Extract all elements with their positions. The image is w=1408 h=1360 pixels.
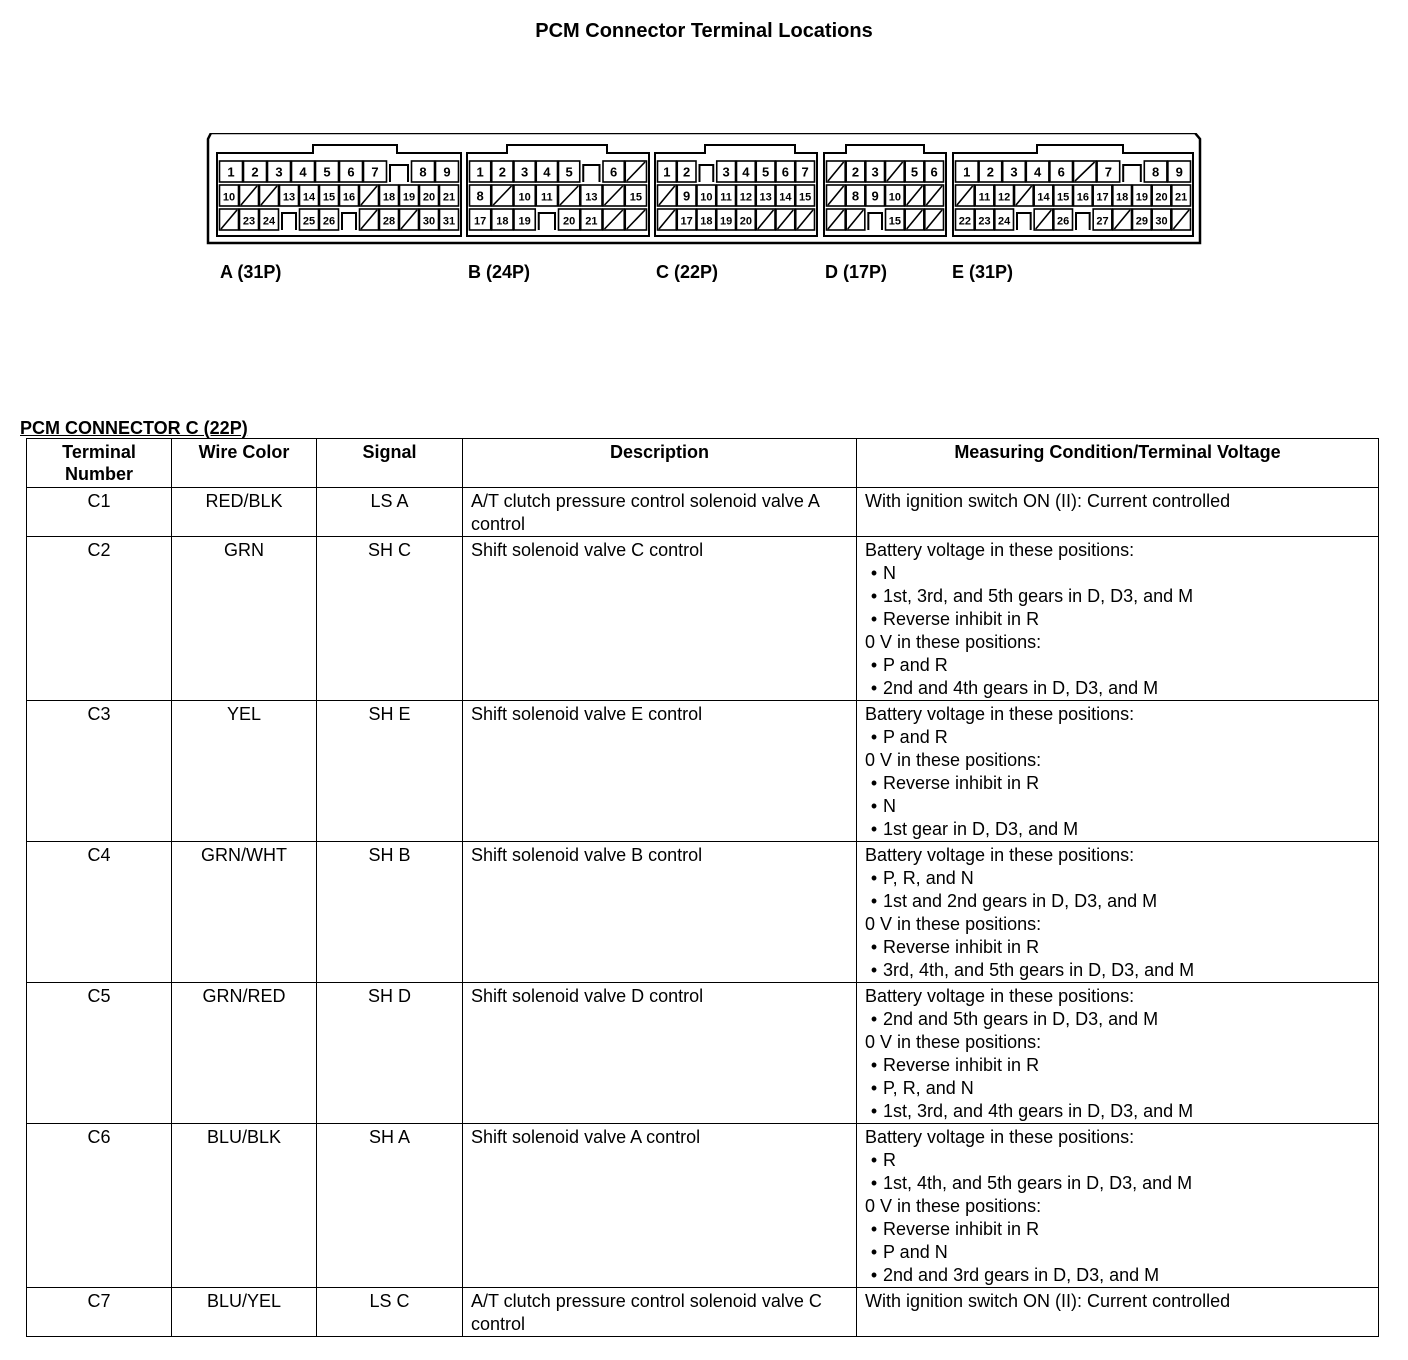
terminal-number: 17: [1096, 191, 1109, 204]
terminal-number: 10: [888, 191, 901, 204]
description-cell: A/T clutch pressure control solenoid valve C control: [463, 1288, 857, 1337]
condition-heading: With ignition switch ON (II): Current controlled: [865, 491, 1231, 511]
terminal-number: 23: [978, 215, 991, 228]
terminal-number: 6: [781, 164, 789, 180]
condition-heading: Battery voltage in these positions:: [865, 845, 1135, 865]
terminal-number: 7: [801, 164, 809, 180]
terminal-number: 6: [347, 164, 355, 180]
terminal-number: 19: [518, 215, 531, 228]
wire-color-cell: GRN/WHT: [172, 842, 317, 983]
empty-terminal-slash: [907, 186, 923, 205]
terminal-number: 12: [998, 191, 1011, 204]
terminal-number: 20: [739, 215, 752, 228]
empty-terminal-slash: [560, 186, 578, 205]
connector-block-e: [953, 145, 1193, 236]
condition-cell: [857, 842, 1379, 983]
description-cell: Shift solenoid valve C control: [463, 537, 857, 701]
empty-terminal-slash: [778, 210, 794, 229]
terminal-number: 6: [930, 164, 938, 180]
empty-terminal-slash: [828, 162, 844, 181]
terminal-number: 4: [299, 164, 307, 180]
condition-cell: [857, 488, 1379, 537]
wire-color-cell: RED/BLK: [172, 488, 317, 537]
empty-terminal-slash: [1173, 210, 1189, 229]
empty-terminal-slash: [361, 210, 377, 229]
terminal-number: 19: [1135, 191, 1148, 204]
condition-bullet-item: • 1st gear in D, D3, and M: [865, 818, 1370, 841]
empty-terminal-slash: [493, 186, 511, 205]
table-row: [27, 488, 1379, 537]
terminal-number: 9: [1175, 164, 1183, 180]
empty-terminal-slash: [401, 210, 417, 229]
terminal-number: 18: [1116, 191, 1129, 204]
terminal-number: 10: [700, 191, 713, 204]
terminal-number: 15: [799, 191, 812, 204]
terminal-number: 18: [382, 191, 396, 204]
condition-heading: Battery voltage in these positions:: [865, 1127, 1135, 1147]
terminal-number: 1: [227, 164, 235, 180]
empty-terminal-slash: [957, 186, 973, 205]
table-row: [27, 842, 1379, 983]
empty-terminal-slash: [659, 210, 675, 229]
condition-bullet-item: • N: [865, 795, 1370, 818]
terminal-number: 23: [242, 215, 256, 228]
terminal-number: 15: [322, 191, 336, 204]
condition-heading: Battery voltage in these positions:: [865, 704, 1135, 724]
description-cell: Shift solenoid valve E control: [463, 701, 857, 842]
terminal-number: 31: [442, 215, 456, 228]
description-cell: A/T clutch pressure control solenoid valve A control: [463, 488, 857, 537]
terminal-number: 8: [476, 188, 484, 204]
terminal-number: 10: [518, 191, 531, 204]
terminal-number: 5: [762, 164, 770, 180]
table-row: [27, 537, 1379, 701]
condition-bullet-item: • Reverse inhibit in R: [865, 772, 1370, 795]
connector-block-a: [217, 145, 461, 236]
terminal-number: 18: [496, 215, 509, 228]
terminal-number: 2: [851, 164, 860, 180]
terminal-number: 16: [1076, 191, 1089, 204]
wire-color-cell: GRN: [172, 537, 317, 701]
signal-cell: SH D: [317, 983, 463, 1124]
condition-bullet-item: • Reverse inhibit in R: [865, 1218, 1370, 1241]
terminal-number: 15: [888, 215, 901, 228]
empty-terminal-slash: [828, 186, 844, 205]
terminal-number: 13: [759, 191, 772, 204]
header-terminal: Terminal Number: [27, 439, 172, 488]
header-wire-color: Wire Color: [172, 439, 317, 488]
terminal-number: 8: [419, 164, 427, 180]
signal-cell: LS C: [317, 1288, 463, 1337]
terminal-number: 3: [722, 164, 730, 180]
table-row: [27, 983, 1379, 1124]
table-row: [27, 1124, 1379, 1288]
terminal-number: 22: [958, 215, 971, 228]
wire-color-cell: GRN/RED: [172, 983, 317, 1124]
terminal-number: 2: [251, 164, 259, 180]
condition-cell: [857, 1124, 1379, 1288]
table-header-row: [27, 439, 1379, 488]
condition-cell: [857, 701, 1379, 842]
condition-bullet-item: • R: [865, 1149, 1370, 1172]
terminal-cell: C7: [27, 1288, 172, 1337]
empty-terminal-slash: [361, 186, 377, 205]
terminal-number: 16: [342, 191, 356, 204]
condition-bullet-item: • Reverse inhibit in R: [865, 608, 1370, 631]
terminal-number: 17: [474, 215, 487, 228]
empty-terminal-slash: [605, 186, 623, 205]
terminal-number: 4: [1033, 164, 1042, 180]
empty-terminal-slash: [1114, 210, 1130, 229]
terminal-number: 29: [1135, 215, 1148, 228]
empty-terminal-slash: [758, 210, 774, 229]
terminal-number: 1: [963, 164, 971, 180]
empty-terminal-slash: [605, 210, 623, 229]
empty-terminal-slash: [1075, 162, 1095, 181]
empty-terminal-slash: [926, 186, 942, 205]
condition-bullet-item: • 1st, 3rd, and 5th gears in D, D3, and M: [865, 585, 1370, 608]
terminal-number: 14: [302, 191, 316, 204]
connector-label-d: D (17P): [825, 262, 888, 282]
connector-block-d: [824, 145, 946, 236]
terminal-cell: C6: [27, 1124, 172, 1288]
terminal-number: 18: [700, 215, 713, 228]
terminal-number: 21: [442, 191, 456, 204]
condition-heading: With ignition switch ON (II): Current controlled: [865, 1291, 1231, 1311]
description-cell: Shift solenoid valve A control: [463, 1124, 857, 1288]
condition-bullet-item: • Reverse inhibit in R: [865, 936, 1370, 959]
terminal-number: 9: [871, 188, 879, 204]
terminal-number: 27: [1096, 215, 1109, 228]
condition-bullet-item: • 1st and 2nd gears in D, D3, and M: [865, 890, 1370, 913]
table-row: [27, 1288, 1379, 1337]
terminal-number: 3: [521, 164, 529, 180]
terminal-number: 11: [720, 191, 732, 204]
terminal-number: 1: [663, 164, 671, 180]
description-cell: Shift solenoid valve B control: [463, 842, 857, 983]
header-condition: Measuring Condition/Terminal Voltage: [857, 439, 1379, 488]
key-notch: [1076, 213, 1090, 230]
condition-cell: [857, 983, 1379, 1124]
empty-terminal-slash: [1016, 186, 1032, 205]
terminal-number: 24: [262, 215, 276, 228]
terminal-number: 11: [541, 191, 553, 204]
terminal-number: 2: [986, 164, 995, 180]
terminal-number: 19: [402, 191, 416, 204]
empty-terminal-slash: [907, 210, 923, 229]
terminal-number: 7: [1104, 164, 1113, 180]
terminal-number: 1: [476, 164, 484, 180]
condition-bullet-item: • 2nd and 3rd gears in D, D3, and M: [865, 1264, 1370, 1287]
terminal-number: 28: [382, 215, 396, 228]
header-description: Description: [463, 439, 857, 488]
condition-cell: [857, 537, 1379, 701]
wire-color-cell: BLU/BLK: [172, 1124, 317, 1288]
key-notch: [1123, 165, 1141, 182]
table-title: PCM CONNECTOR C (22P): [20, 418, 248, 438]
terminal-number: 2: [683, 164, 691, 180]
empty-terminal-slash: [797, 210, 813, 229]
terminal-number: 13: [282, 191, 296, 204]
terminal-number: 20: [422, 191, 436, 204]
terminal-cell: C5: [27, 983, 172, 1124]
wire-color-cell: YEL: [172, 701, 317, 842]
terminal-number: 10: [222, 191, 236, 204]
condition-bullet-item: • P and N: [865, 1241, 1370, 1264]
condition-bullet-item: • Reverse inhibit in R: [865, 1054, 1370, 1077]
terminal-number: 30: [422, 215, 436, 228]
terminal-number: 8: [1151, 164, 1160, 180]
connector-block-b: [467, 145, 649, 236]
empty-terminal-slash: [627, 162, 645, 181]
description-cell: Shift solenoid valve D control: [463, 983, 857, 1124]
terminal-number: 9: [443, 164, 451, 180]
condition-bullet-item: • P and R: [865, 726, 1370, 749]
terminal-number: 13: [585, 191, 598, 204]
terminal-number: 5: [565, 164, 573, 180]
terminal-number: 12: [739, 191, 752, 204]
connector-label-b: B (24P): [468, 262, 531, 282]
terminal-number: 5: [323, 164, 331, 180]
terminal-number: 30: [1155, 215, 1168, 228]
empty-terminal-slash: [1036, 210, 1052, 229]
terminal-number: 21: [585, 215, 598, 228]
key-notch: [700, 165, 714, 182]
condition-bullet-item: • P and R: [865, 654, 1370, 677]
table-row: [27, 701, 1379, 842]
condition-heading: 0 V in these positions:: [865, 914, 1042, 934]
condition-heading: 0 V in these positions:: [865, 750, 1042, 770]
terminal-number: 3: [275, 164, 283, 180]
terminal-cell: C3: [27, 701, 172, 842]
key-notch: [583, 165, 599, 182]
terminal-number: 4: [543, 164, 551, 180]
condition-bullet-item: • 3rd, 4th, and 5th gears in D, D3, and M: [865, 959, 1370, 982]
terminal-number: 15: [1057, 191, 1070, 204]
terminal-table: [26, 438, 1379, 1337]
condition-bullet-item: • 2nd and 4th gears in D, D3, and M: [865, 677, 1370, 700]
terminal-number: 20: [1155, 191, 1168, 204]
condition-bullet-item: • P, R, and N: [865, 1077, 1370, 1100]
condition-heading: 0 V in these positions:: [865, 1196, 1042, 1216]
terminal-number: 11: [978, 191, 991, 204]
signal-cell: SH B: [317, 842, 463, 983]
key-notch: [539, 213, 555, 230]
terminal-number: 17: [680, 215, 693, 228]
terminal-number: 26: [1057, 215, 1070, 228]
condition-cell: [857, 1288, 1379, 1337]
signal-cell: LS A: [317, 488, 463, 537]
terminal-number: 8: [851, 188, 860, 204]
terminal-number: 3: [871, 164, 879, 180]
key-notch: [390, 165, 408, 182]
empty-terminal-slash: [887, 162, 903, 181]
condition-heading: 0 V in these positions:: [865, 632, 1042, 652]
terminal-number: 9: [683, 188, 691, 204]
condition-bullet-item: • P, R, and N: [865, 867, 1370, 890]
terminal-number: 3: [1010, 164, 1018, 180]
terminal-number: 5: [910, 164, 919, 180]
terminal-number: 4: [742, 164, 750, 180]
terminal-number: 7: [371, 164, 379, 180]
connector-label-c: C (22P): [656, 262, 719, 282]
terminal-number: 2: [498, 164, 506, 180]
terminal-number: 25: [302, 215, 316, 228]
connector-block-c: [655, 145, 817, 236]
terminal-number: 6: [1057, 164, 1065, 180]
empty-terminal-slash: [261, 186, 277, 205]
empty-terminal-slash: [848, 210, 864, 229]
key-notch: [282, 213, 296, 230]
connector-label-a: A (31P): [220, 262, 282, 282]
condition-heading: Battery voltage in these positions:: [865, 540, 1135, 560]
empty-terminal-slash: [627, 210, 645, 229]
terminal-number: 14: [779, 191, 792, 204]
condition-heading: 0 V in these positions:: [865, 1032, 1042, 1052]
empty-terminal-slash: [828, 210, 844, 229]
wire-color-cell: BLU/YEL: [172, 1288, 317, 1337]
signal-cell: SH C: [317, 537, 463, 701]
condition-bullet-item: • 2nd and 5th gears in D, D3, and M: [865, 1008, 1370, 1031]
terminal-number: 26: [322, 215, 336, 228]
empty-terminal-slash: [659, 186, 675, 205]
key-notch: [1017, 213, 1031, 230]
connector-label-e: E (31P): [952, 262, 1014, 282]
page-title: PCM Connector Terminal Locations: [535, 20, 873, 42]
condition-bullet-item: • 1st, 4th, and 5th gears in D, D3, and M: [865, 1172, 1370, 1195]
signal-cell: SH A: [317, 1124, 463, 1288]
empty-terminal-slash: [241, 186, 257, 205]
empty-terminal-slash: [221, 210, 237, 229]
terminal-number: 14: [1037, 191, 1050, 204]
terminal-number: 21: [1175, 191, 1188, 204]
terminal-number: 6: [610, 164, 618, 180]
key-notch: [342, 213, 356, 230]
connector-diagram: [205, 133, 1205, 245]
terminal-number: 15: [629, 191, 642, 204]
header-signal: Signal: [317, 439, 463, 488]
terminal-number: 24: [998, 215, 1011, 228]
condition-heading: Battery voltage in these positions:: [865, 986, 1135, 1006]
terminal-cell: C1: [27, 488, 172, 537]
terminal-cell: C2: [27, 537, 172, 701]
terminal-cell: C4: [27, 842, 172, 983]
terminal-number: 19: [720, 215, 733, 228]
condition-bullet-item: • 1st, 3rd, and 4th gears in D, D3, and M: [865, 1100, 1370, 1123]
signal-cell: SH E: [317, 701, 463, 842]
key-notch: [868, 213, 882, 230]
condition-bullet-item: • N: [865, 562, 1370, 585]
empty-terminal-slash: [926, 210, 942, 229]
terminal-number: 20: [563, 215, 576, 228]
